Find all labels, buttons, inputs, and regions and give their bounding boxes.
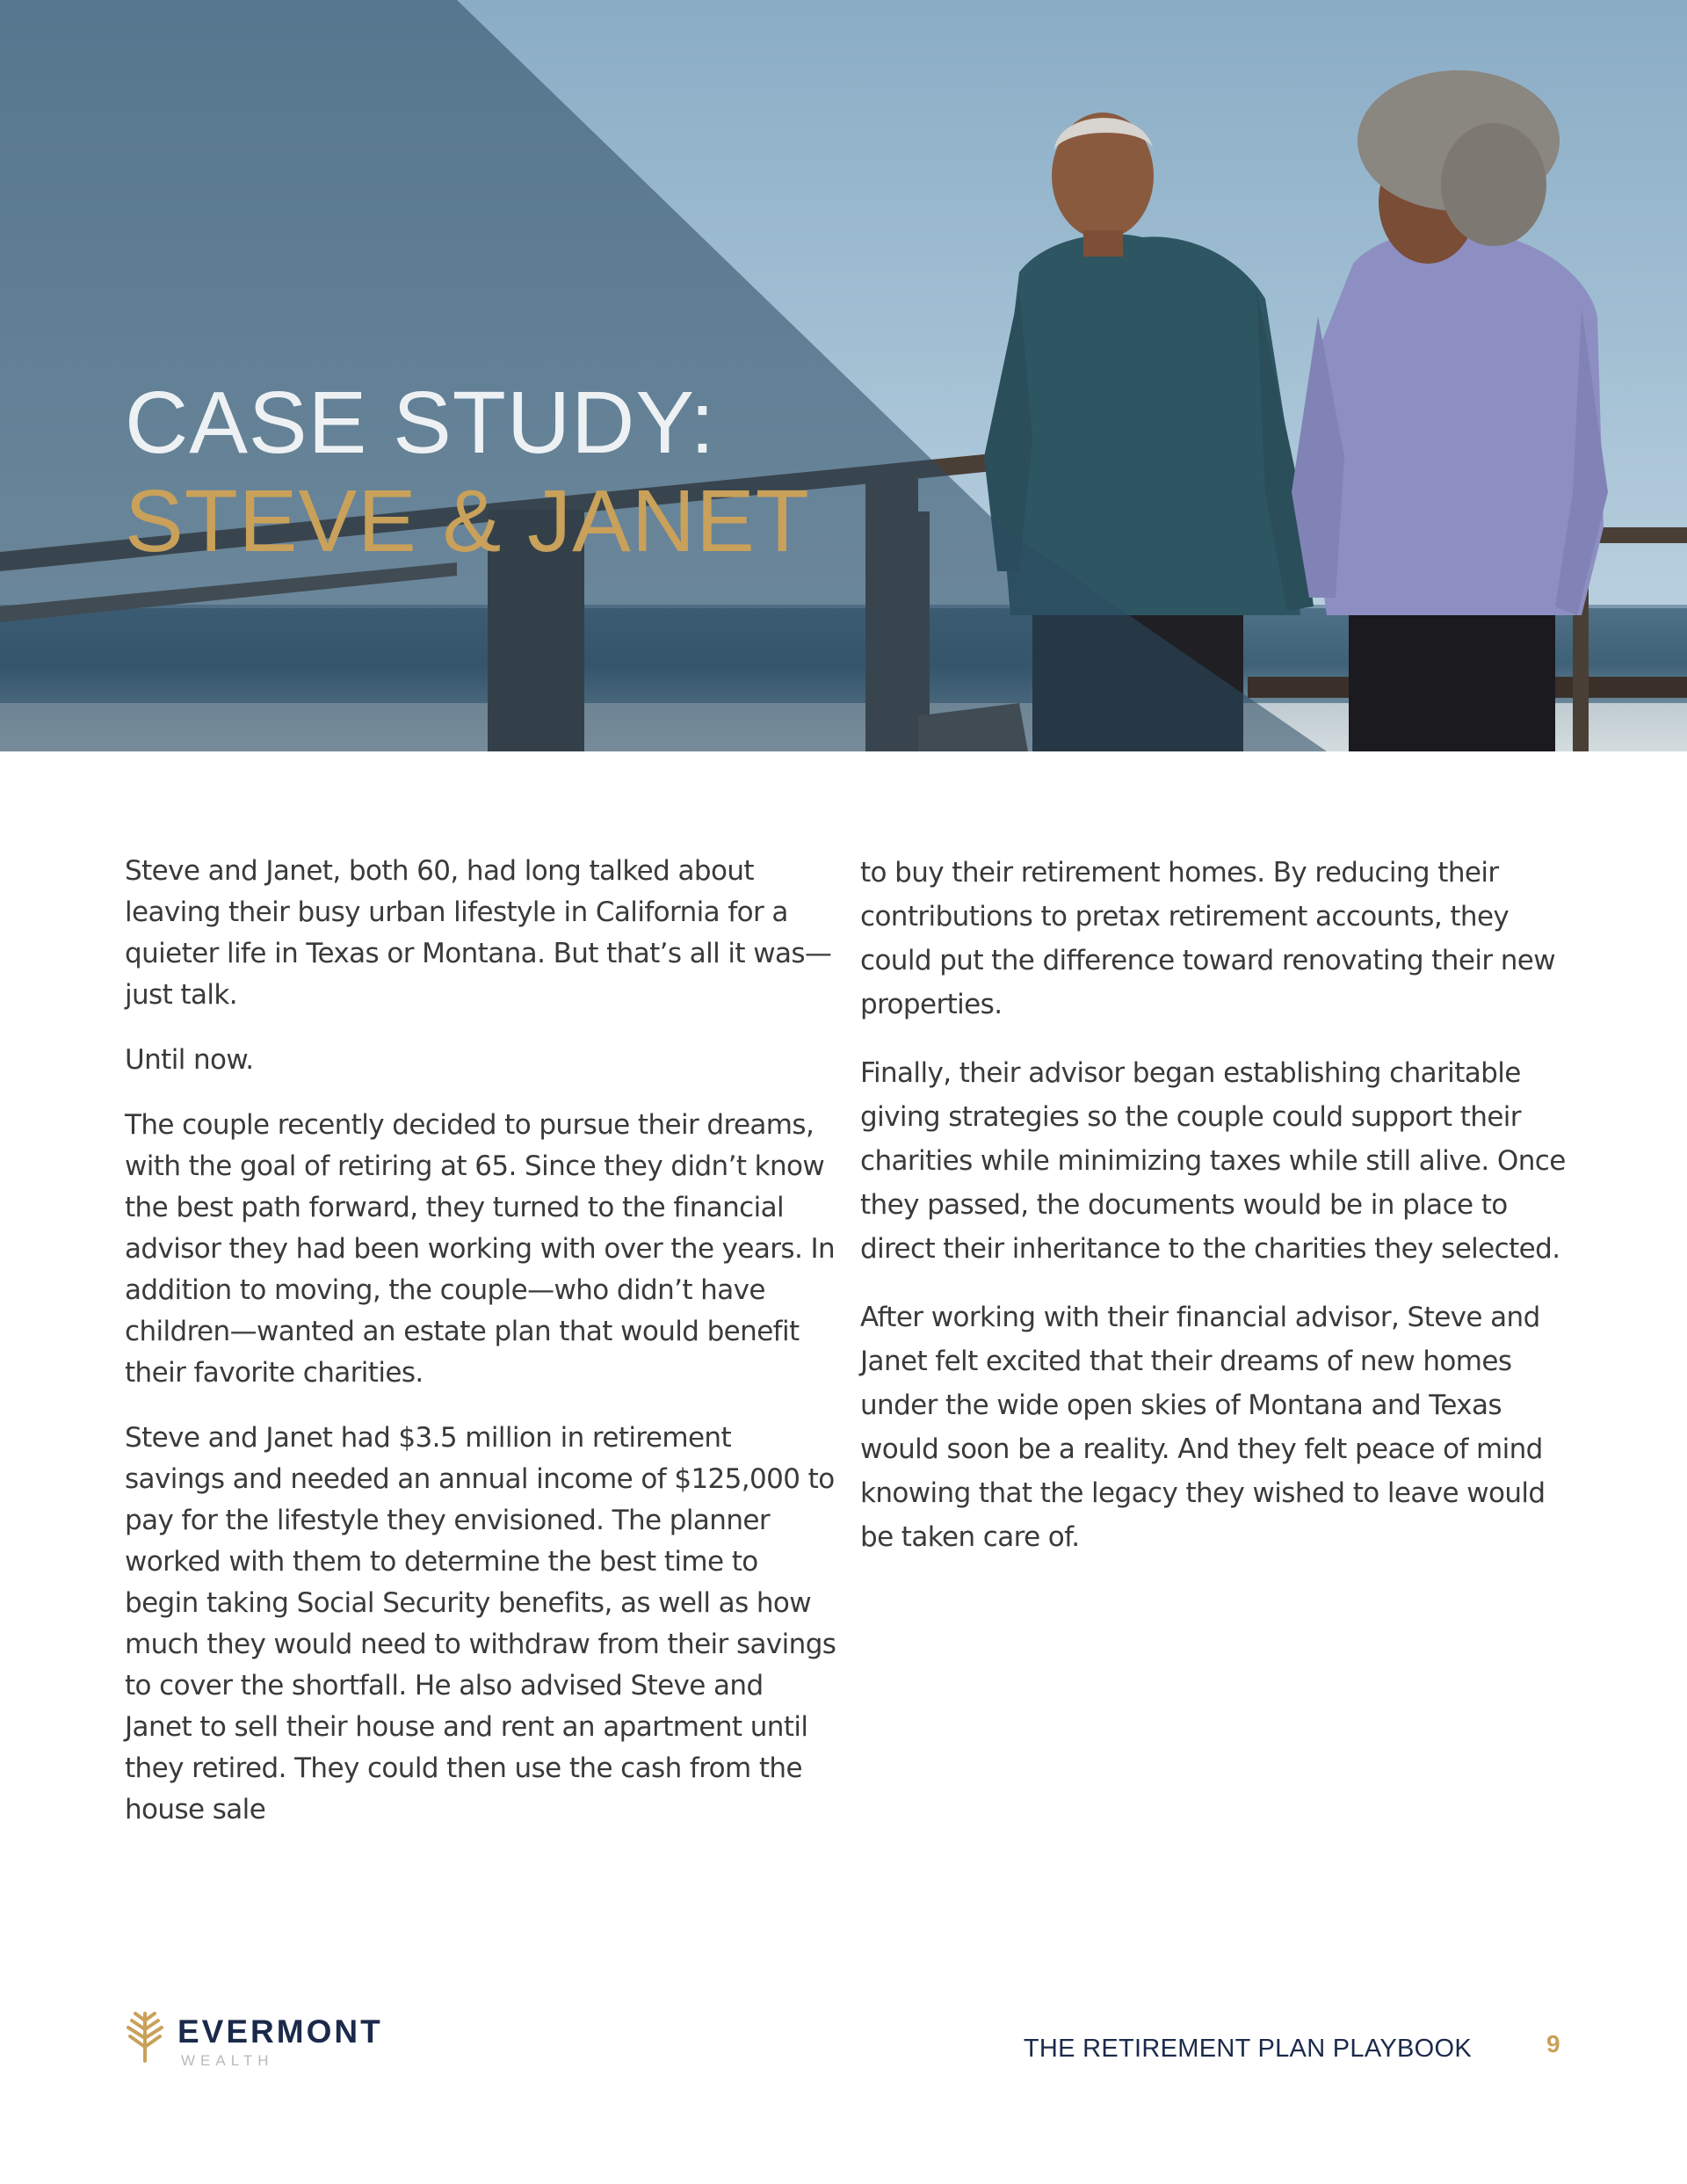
title-case-study: CASE STUDY: [125, 374, 716, 472]
paragraph: Steve and Janet, both 60, had long talked about leaving their busy urban lifestyle in California for a quieter life in Texas or Montana. But that’s all it was—just talk. [125, 855, 832, 1011]
paragraph: After working with their financial advisor, Steve and Janet felt excited that their dreams of new homes under the wide open skies of Montana and Texas would soon be a reality. And they felt peace of mind knowing that the legacy they wished to leave would be taken care of. [860, 1302, 1546, 1553]
paragraph: Finally, their advisor began establishing charitable giving strategies so the couple could support their charities while minimizing taxes while still alive. Once they passed, the documents would be in place to direct their inheritance to the charities they selected. [860, 1057, 1566, 1265]
paragraph: Until now. [125, 1044, 254, 1076]
paragraph: The couple recently decided to pursue their dreams, with the goal of retiring at 65. Since they didn’t know the best path forward, they turned to the financial advisor they had been working with over the years. In addition to moving, the couple—who didn’t have children—wanted an estate plan that would benefit their favorite charities. [125, 1109, 836, 1389]
article-column-right [860, 851, 1581, 1584]
leaf-icon [123, 2008, 167, 2064]
logo-name: EVERMONT [177, 2013, 383, 2050]
evermont-logo [123, 2008, 387, 2079]
page-title [125, 374, 810, 570]
page-number: 9 [1546, 2030, 1560, 2057]
title-names: STEVE & JANET [125, 472, 810, 570]
paragraph: to buy their retirement homes. By reducing their contributions to pretax retirement accounts, they could put the difference toward renovating their new properties. [860, 857, 1556, 1020]
paragraph: Steve and Janet had $3.5 million in retirement savings and needed an annual income of $125,000 to pay for the lifestyle they envisioned. The planner worked with them to determine the best time to begin taking Social Security benefits, as well as how much they would need to withdraw from their savings to cover the shortfall. He also advised Steve and Janet to sell their house and rent an apartment until they retired. They could then use the cash from the house sale [125, 1422, 836, 1825]
publication-title: THE RETIREMENT PLAN PLAYBOOK [1023, 2035, 1472, 2063]
logo-subtitle: WEALTH [181, 2052, 274, 2069]
article-column-left [125, 851, 836, 1854]
hero-banner [0, 0, 1687, 751]
woman-figure [1292, 70, 1608, 751]
